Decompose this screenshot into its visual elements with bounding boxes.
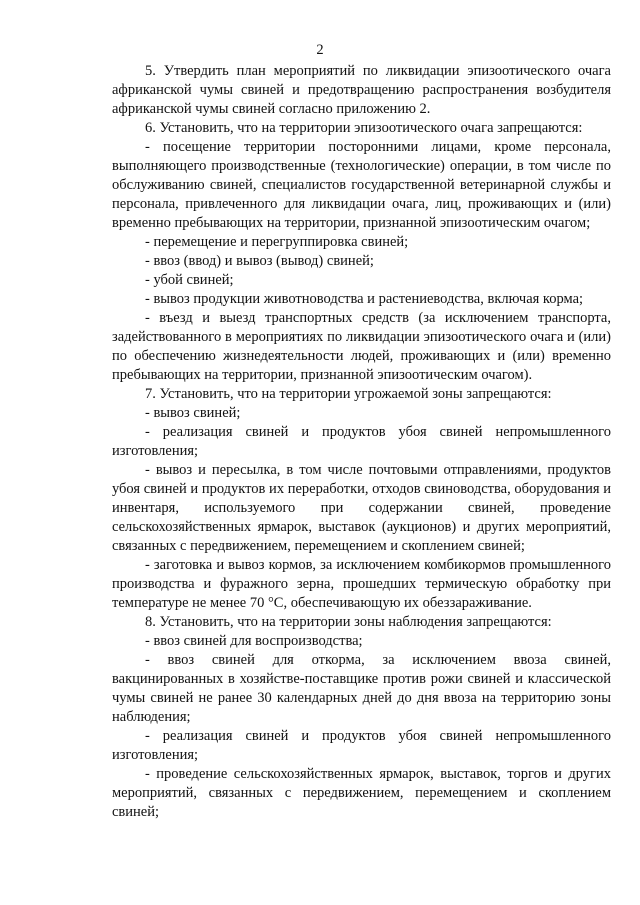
paragraph-5: 5. Утвердить план мероприятий по ликвидации эпизоотического очага африканской чумы свиней и предотвращению распространения возбудителя африканской чумы свиней согласно приложению 2. bbox=[112, 63, 611, 117]
paragraph-6-heading: 6. Установить, что на территории эпизоотического очага запрещаются: bbox=[145, 120, 583, 136]
list-item: - ввоз (ввод) и вывоз (вывод) свиней; bbox=[145, 253, 374, 269]
paragraph-7-heading: 7. Установить, что на территории угрожаемой зоны запрещаются: bbox=[145, 386, 552, 402]
list-item: - посещение территории посторонними лицами, кроме персонала, выполняющего производственные (технологические) операции, в том числе по обслуживанию свиней, специалистов государственной ветеринарной службы и персонала, привлеченного для ликвидации очага, лиц, проживающих и (или) временно пребывающих на территории, признанной эпизоотическим очагом; bbox=[112, 139, 611, 231]
list-item: - вывоз продукции животноводства и растениеводства, включая корма; bbox=[145, 291, 584, 307]
paragraph-8-heading: 8. Установить, что на территории зоны наблюдения запрещаются: bbox=[145, 614, 552, 630]
list-item: - въезд и выезд транспортных средств (за исключением транспорта, задействованного в мероприятиях по ликвидации эпизоотического очага и (или) по обеспечению жизнедеятельности людей, проживающих и (или) временно пребывающих на территории, признанной эпизоотическим очагом). bbox=[112, 310, 611, 383]
list-item: - реализация свиней и продуктов убоя свиней непромышленного изготовления; bbox=[112, 424, 611, 459]
list-item: - заготовка и вывоз кормов, за исключением комбикормов промышленного производства и фуражного зерна, прошедших термическую обработку при температуре не менее 70 °С, обеспечивающую их обеззараживание. bbox=[112, 557, 611, 611]
document-body bbox=[112, 62, 611, 822]
list-item: - ввоз свиней для откорма, за исключением ввоза свиней, вакцинированных в хозяйстве-поставщике против рожи свиней и классической чумы свиней не ранее 30 календарных дней до дня ввоза на территорию зоны наблюдения; bbox=[112, 652, 611, 725]
list-item: - ввоз свиней для воспроизводства; bbox=[145, 633, 363, 649]
list-item: - вывоз и пересылка, в том числе почтовыми отправлениями, продуктов убоя свиней и продуктов их переработки, отходов свиноводства, оборудования и инвентаря, используемого при содержании свиней, проведение сельскохозяйственных ярмарок, выставок (аукционов) и других мероприятий, связанных с передвижением, перемещением и скоплением свиней; bbox=[112, 462, 611, 554]
page-number: 2 bbox=[316, 42, 324, 58]
list-item: - вывоз свиней; bbox=[145, 405, 241, 421]
list-item: - убой свиней; bbox=[145, 272, 234, 288]
list-item: - проведение сельскохозяйственных ярмарок, выставок, торгов и других мероприятий, связанных с передвижением, перемещением и скоплением свиней; bbox=[112, 766, 611, 820]
list-item: - реализация свиней и продуктов убоя свиней непромышленного изготовления; bbox=[112, 728, 611, 763]
list-item: - перемещение и перегруппировка свиней; bbox=[145, 234, 409, 250]
